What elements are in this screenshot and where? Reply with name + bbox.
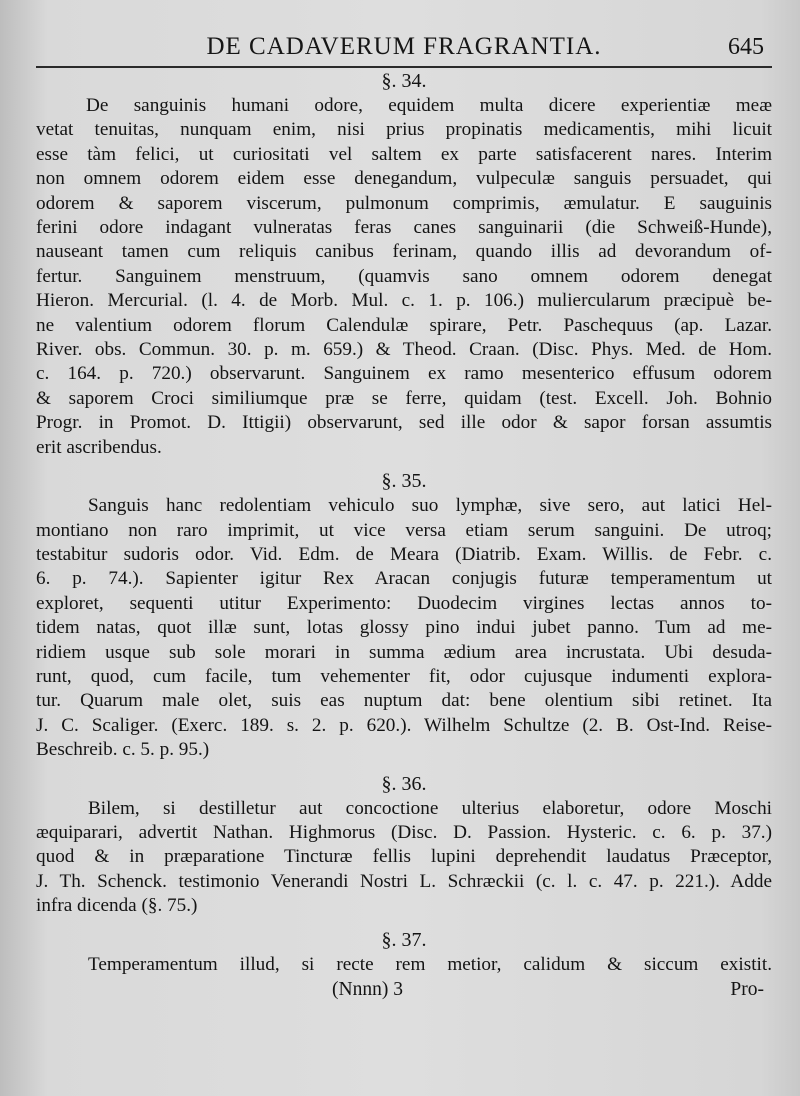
running-title: DE CADAVERUM FRAGRANTIA.: [206, 33, 602, 60]
text-line: Progr. in Promot. D. Ittigii) observarunt, sed ille odor & sapor forsan assumtis: [36, 412, 772, 434]
signature-mark: (Nnnn) 3: [332, 979, 403, 1000]
text-line: æquiparari, advertit Nathan. Highmorus (Disc. D. Passion. Hysteric. c. 6. p. 37.): [36, 821, 772, 843]
text-line: ne valentium odorem florum Calendulæ spirare, Petr. Paschequus (ap. Lazar.: [36, 314, 772, 336]
text-line: erit ascribendus.: [36, 436, 162, 458]
text-line: ferini odore indagant vulneratas feras canes sanguinarii (die Schweiß-Hunde),: [36, 217, 772, 239]
section-number: §. 37.: [381, 928, 427, 951]
text-line: J. C. Scaliger. (Exerc. 189. s. 2. p. 620.). Wilhelm Schultze (2. B. Ost-Ind. Reise-: [36, 714, 772, 736]
section-35: [36, 468, 772, 762]
text-line: c. 164. p. 720.) observarunt. Sanguinem ex ramo mesenterico effusum odorem: [36, 363, 772, 385]
paragraph: [36, 94, 772, 460]
text-line: River. obs. Commun. 30. p. m. 659.) & Theod. Craan. (Disc. Phys. Med. de Hom.: [36, 339, 772, 361]
text-line: montiano non raro imprimit, ut vice versa etiam serum sanguini. De utroq;: [36, 519, 772, 541]
section-37: [36, 927, 772, 977]
text-line: Beschreib. c. 5. p. 95.): [36, 739, 210, 761]
section-number: §. 36.: [381, 772, 427, 795]
text-line: infra dicenda (§. 75.): [36, 895, 198, 917]
section-36: [36, 771, 772, 919]
paragraph: [36, 494, 772, 762]
text-line: De sanguinis humani odore, equidem multa dicere experientiæ meæ: [86, 95, 772, 116]
page-footer: [36, 979, 772, 1009]
text-line: non omnem odorem eidem esse denegandum, vulpeculæ sanguis persuadet, qui: [36, 168, 772, 190]
text-line: fertur. Sanguinem menstruum, (quamvis sano omnem odorem denegat: [36, 265, 772, 287]
text-line: exploret, sequenti utitur Experimento: Duodecim virgines lectas annos to-: [36, 592, 772, 614]
text-line: Temperamentum illud, si recte rem metior, calidum & siccum existit.: [88, 953, 772, 975]
text-line: tidem natas, quot illæ sunt, lotas glossy pino indui jubet panno. Tum ad me-: [36, 617, 772, 639]
text-line: vetat tenuitas, nunquam enim, nisi prius propinatis medicamentis, mihi licuit: [36, 119, 772, 141]
text-line: odorem & saporem viscerum, pulmonum comprimis, æmulatur. E sauguinis: [36, 192, 772, 214]
text-line: & saporem Croci similiumque præ se ferre, quidam (test. Excell. Joh. Bohnio: [36, 387, 772, 409]
text-line: Bilem, si destilletur aut concoctione ulterius elaboretur, odore Moschi: [88, 797, 772, 819]
text-line: tur. Quarum male olet, suis eas nuptum dat: bene olentium sibi retinet. Ita: [36, 690, 772, 712]
section-number: §. 34.: [381, 70, 427, 92]
text-line: quod & in præparatione Tincturæ fellis lupini deprehendit laudatus Præceptor,: [36, 846, 772, 868]
text-line: J. Th. Schenck. testimonio Venerandi Nostri L. Schræckii (c. l. c. 47. p. 221.). Adde: [36, 870, 772, 892]
running-head: [36, 30, 772, 64]
paragraph: [36, 953, 772, 977]
text-line: nauseant tamen cum reliquis canibus ferinam, quando illis ad devorandum of-: [36, 241, 772, 263]
text-line: Hieron. Mercurial. (l. 4. de Morb. Mul. c. 1. p. 106.) muliercularum præcipuè be-: [36, 290, 772, 312]
text-line: Sanguis hanc redolentiam vehiculo suo lymphæ, sive sero, aut latici Hel-: [88, 495, 772, 517]
text-line: testabitur sudoris odor. Vid. Edm. de Meara (Diatrib. Exam. Willis. de Febr. c.: [36, 543, 772, 565]
text-line: 6. p. 74.). Sapienter igitur Rex Aracan conjugis futuræ temperamentum ut: [36, 568, 772, 590]
section-number: §. 35.: [381, 470, 427, 493]
text-line: runt, quod, cum facile, tum vehementer fit, odor cujusque indumenti explora-: [36, 665, 772, 687]
catchword: Pro-: [730, 979, 764, 1000]
page-number: 645: [728, 34, 764, 60]
section-34: [36, 68, 772, 460]
text-line: ridiem usque sub sole morari in summa ædium area incrustata. Ubi desuda-: [36, 641, 772, 663]
text-line: esse tàm felici, ut curiositati vel saltem ex parte satisfacerent nares. Interim: [36, 143, 772, 165]
paragraph: [36, 797, 772, 919]
